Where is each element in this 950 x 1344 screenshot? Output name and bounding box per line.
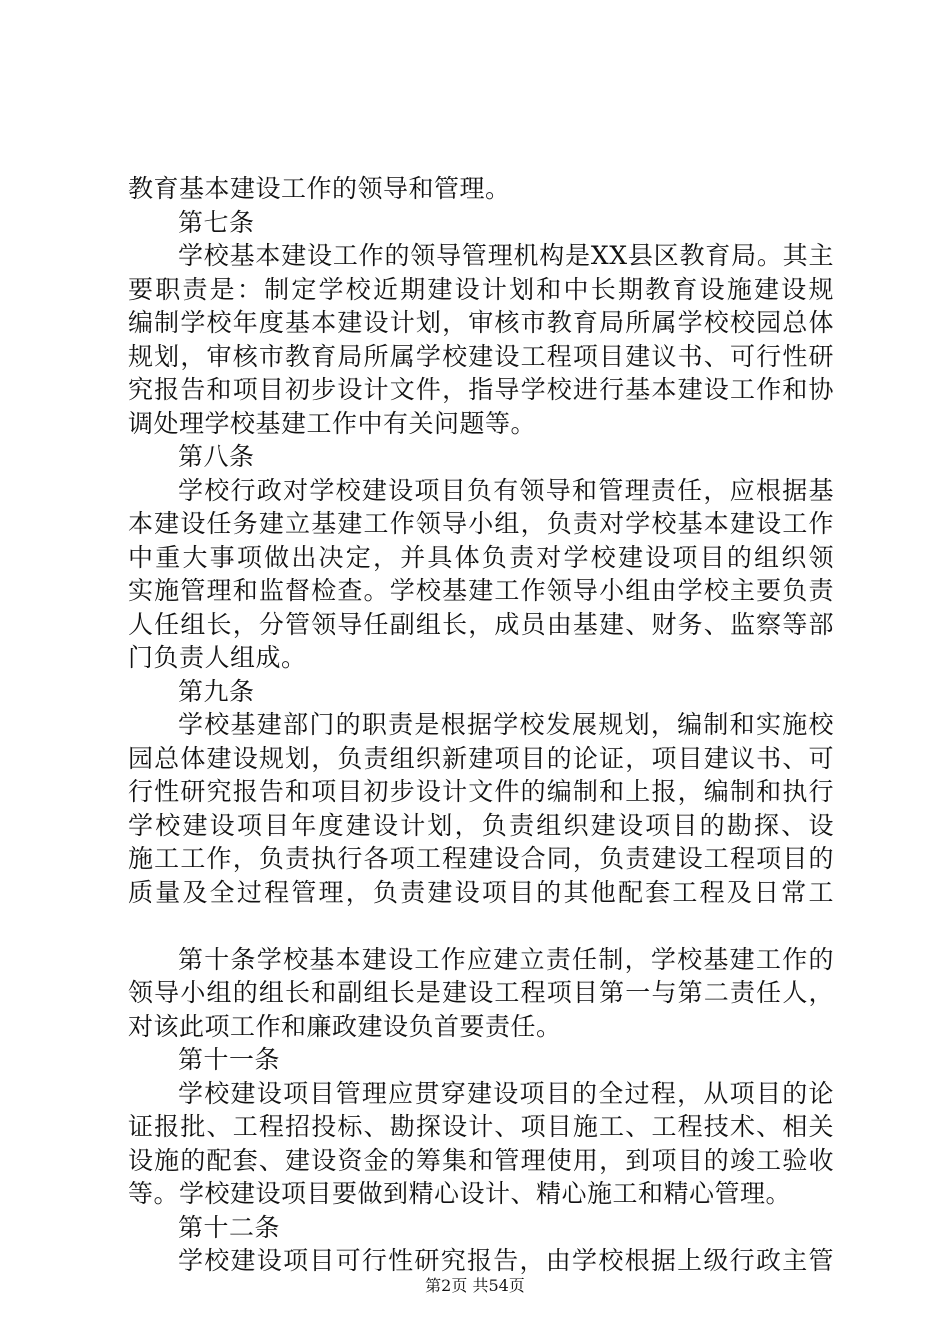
text-line: 究报告和项目初步设计文件，指导学校进行基本建设工作和协 xyxy=(128,375,834,404)
article-heading: 第十二条 xyxy=(178,1212,281,1242)
text-line: 学校基本建设工作的领导管理机构是XX县区教育局。其主 xyxy=(178,241,834,270)
text-line: 施工工作，负责执行各项工程建设合同，负责建设工程项目的 xyxy=(128,844,834,873)
text-line: 第十条学校基本建设工作应建立责任制，学校基建工作的 xyxy=(178,944,834,974)
text-line: 学校建设项目年度建设计划，负责组织建设项目的勘探、设 xyxy=(128,810,834,840)
text-line: 园总体建设规划，负责组织新建项目的论证，项目建议书、可 xyxy=(128,743,834,773)
text-line: 学校建设项目管理应贯穿建设项目的全过程，从项目的论 xyxy=(178,1078,834,1108)
text-line: 实施管理和监督检查。学校基建工作领导小组由学校主要负责 xyxy=(128,576,834,605)
text-line: 学校基建部门的职责是根据学校发展规划，编制和实施校 xyxy=(178,710,834,739)
article-heading: 第八条 xyxy=(178,442,255,471)
article-heading: 第九条 xyxy=(178,676,255,706)
blank-line xyxy=(128,909,834,943)
text-line: 行性研究报告和项目初步设计文件的编制和上报，编制和执行 xyxy=(128,777,834,806)
text-line: 等。学校建设项目要做到精心设计、精心施工和精心管理。 xyxy=(128,1179,792,1208)
text-line: 教育基本建设工作的领导和管理。 xyxy=(128,174,511,203)
text-line: 中重大事项做出决定，并具体负责对学校建设项目的组织领 xyxy=(128,542,834,572)
text-line: 证报批、工程招投标、勘探设计、项目施工、工程技术、相关 xyxy=(128,1112,834,1141)
text-line: 本建设任务建立基建工作领导小组，负责对学校基本建设工作 xyxy=(128,509,834,538)
text-line: 人任组长，分管领导任副组长，成员由基建、财务、监察等部 xyxy=(128,609,834,639)
text-line: 对该此项工作和廉政建设负首要责任。 xyxy=(128,1011,562,1041)
article-heading: 第十一条 xyxy=(178,1045,281,1074)
page-footer: 第2页 共54页 xyxy=(425,1276,525,1295)
document-body xyxy=(128,172,834,1278)
article-heading: 第七条 xyxy=(178,207,255,237)
text-line: 学校建设项目可行性研究报告，由学校根据上级行政主管 xyxy=(178,1246,834,1275)
text-line: 规划，审核市教育局所属学校建设工程项目建议书、可行性研 xyxy=(128,341,834,371)
text-line: 要职责是：制定学校近期建设计划和中长期教育设施建设规 xyxy=(128,274,834,304)
text-line: 门负责人组成。 xyxy=(128,643,307,672)
text-line: 调处理学校基建工作中有关问题等。 xyxy=(128,408,537,438)
text-line: 质量及全过程管理，负责建设项目的其他配套工程及日常工 xyxy=(128,877,834,907)
text-line: 编制学校年度基本建设计划，审核市教育局所属学校校园总体 xyxy=(128,308,834,337)
text-line: 领导小组的组长和副组长是建设工程项目第一与第二责任人， xyxy=(128,978,834,1007)
text-line: 设施的配套、建设资金的筹集和管理使用，到项目的竣工验收 xyxy=(128,1145,834,1175)
text-line: 学校行政对学校建设项目负有领导和管理责任，应根据基 xyxy=(178,475,834,505)
